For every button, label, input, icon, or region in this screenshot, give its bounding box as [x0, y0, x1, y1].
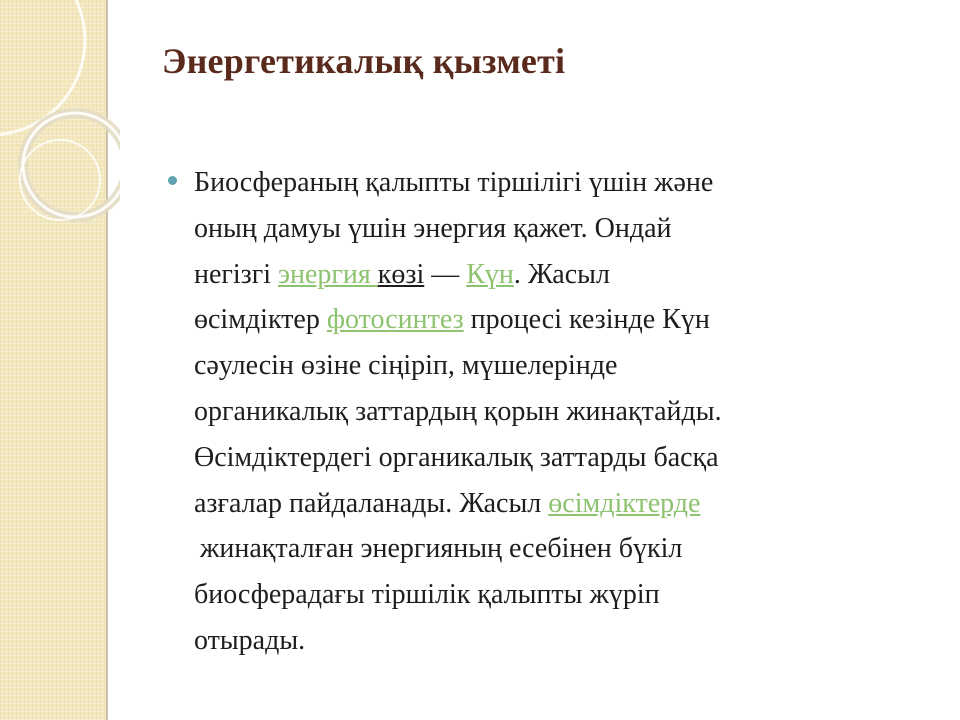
text-line-with-links [194, 252, 914, 298]
body-paragraph [194, 160, 914, 664]
link-plants[interactable]: өсімдіктерде [548, 487, 701, 519]
link-energy-source[interactable]: көзі [377, 258, 425, 290]
link-energy[interactable]: энергия [278, 258, 378, 290]
decorative-rings-icon [0, 0, 120, 260]
text-line: сәулесін өзіне сіңіріп, мүшелерінде [194, 350, 618, 382]
text-fragment: — [424, 258, 467, 290]
text-line: Өсімдіктердегі органикалық заттарды басқа [194, 441, 719, 473]
text-line: жинақталған энергияның есебінен бүкіл [200, 533, 683, 565]
text-line: органикалық заттардың қорын жинақтайды. [194, 395, 722, 427]
text-line: Биосфераның қалыпты тіршілігі үшін және [194, 167, 714, 198]
text-fragment: өсімдіктер [194, 304, 327, 336]
text-fragment: азғалар пайдаланады. Жасыл [194, 487, 549, 519]
link-sun[interactable]: Күн [466, 258, 514, 290]
text-line: биосферадағы тіршілік қалыпты жүріп [194, 579, 660, 611]
text-fragment: процесі кезінде Күн [463, 304, 710, 336]
bullet-dot-icon [168, 176, 177, 185]
text-fragment: негізгі [194, 258, 278, 290]
text-line-with-link [194, 297, 914, 343]
text-line: оның дамуы үшін энергия қажет. Ондай [194, 212, 672, 244]
link-photosynthesis[interactable]: фотосинтез [326, 304, 464, 336]
text-line-with-link [194, 481, 914, 527]
slide-title: Энергетикалық қызметі [162, 41, 566, 81]
text-line: отырады. [194, 624, 306, 656]
text-fragment: . Жасыл [513, 258, 610, 290]
